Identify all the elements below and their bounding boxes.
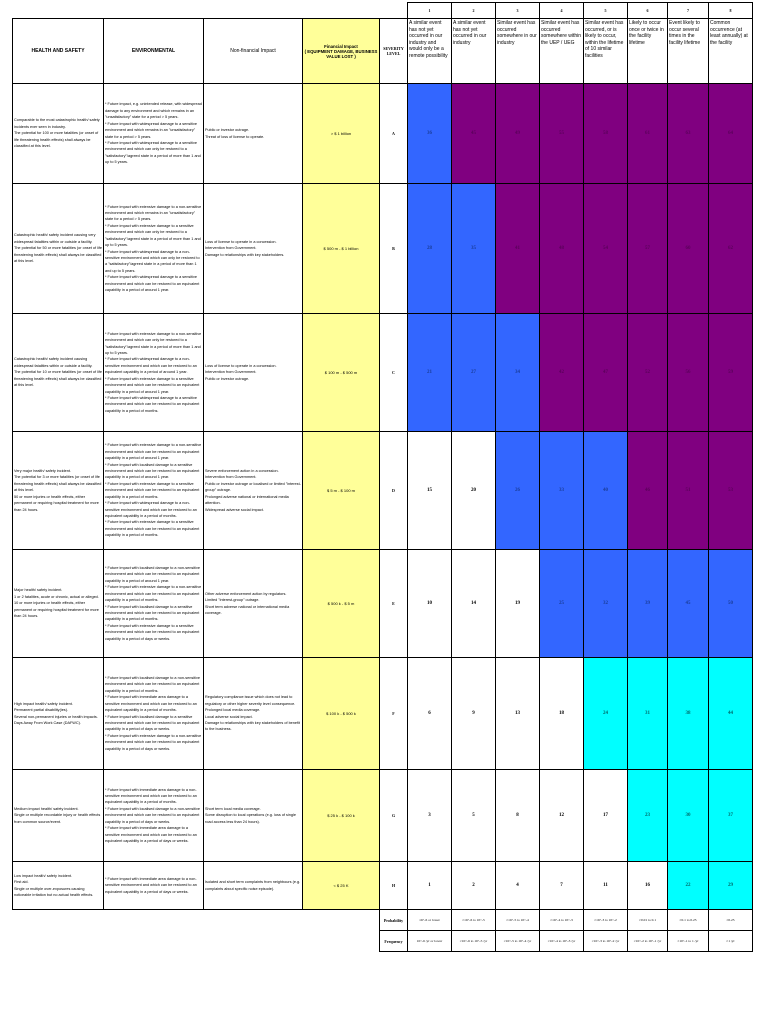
risk-score-cell: 38 <box>668 658 709 770</box>
likelihood-number: 6 <box>628 3 668 19</box>
frequency-range: ≥10^-2 to 10^-1 /yr <box>628 931 668 952</box>
empty-cell <box>204 910 303 931</box>
environmental-header: ENVIRONMENTAL <box>104 19 204 84</box>
risk-score-cell: 59 <box>709 314 753 432</box>
likelihood-number: 8 <box>709 3 753 19</box>
likelihood-description: Likely to occur once or twice in the facility lifetime <box>628 19 668 84</box>
risk-score-cell: 15 <box>408 432 452 550</box>
frequency-range: ≥10^-4 to 10^-3 /yr <box>540 931 584 952</box>
severity-row-g <box>13 770 753 862</box>
empty-cell <box>13 910 104 931</box>
environmental-description: * Future impact with immediate area damage to a non-sensitive environment and which can be restored to an equivalent capability in a period of months. * Future impact with localised damage to a non-sensitive environment and which can be restored to an equivalent capability in a period of days or weeks. * Future impact with immediate area damage to a sensitive environment and which can be restored to an equivalent capability in a period of days or weeks. <box>104 770 204 862</box>
risk-score-cell: 13 <box>496 658 540 770</box>
empty-cell <box>204 3 303 19</box>
likelihood-description: A similar event has not yet occurred in our industry and would only be a remote possibility <box>408 19 452 84</box>
health-safety-description: Major health/ safety incident. 1 or 2 fatalities, acute or chronic, actual or alleged. 10 or more injuries or health effects, either permanent or requiring hospital treatment for more than 24 hours. <box>13 550 104 658</box>
environmental-description: * Future impact with immediate area damage to a non-sensitive environment and which can be restored to an equivalent capability in a period of days or weeks. <box>104 862 204 910</box>
frequency-range: ≥10^-6 to 10^-5 /yr <box>452 931 496 952</box>
severity-row-h <box>13 862 753 910</box>
likelihood-description: A similar event has not yet occurred in our industry <box>452 19 496 84</box>
risk-score-cell: 57 <box>628 184 668 314</box>
empty-cell <box>303 931 380 952</box>
risk-score-cell: 30 <box>668 770 709 862</box>
financial-impact-value: $ 25 k - $ 100 k <box>303 770 380 862</box>
financial-impact-value: $ 500 k - $ 5 m <box>303 550 380 658</box>
health-safety-header: HEALTH AND SAFETY <box>13 19 104 84</box>
risk-matrix <box>12 2 753 952</box>
probability-range: ≥0.1 to 0.25 <box>668 910 709 931</box>
risk-score-cell: 23 <box>628 770 668 862</box>
risk-score-cell: 2 <box>452 862 496 910</box>
severity-level: G <box>380 770 408 862</box>
risk-score-cell: 12 <box>540 770 584 862</box>
risk-score-cell: 31 <box>628 658 668 770</box>
probability-label: Probability <box>380 910 408 931</box>
empty-cell <box>204 931 303 952</box>
empty-cell <box>303 910 380 931</box>
frequency-label: Frequency <box>380 931 408 952</box>
risk-score-cell: 14 <box>452 550 496 658</box>
severity-row-c <box>13 314 753 432</box>
risk-score-cell: 16 <box>628 862 668 910</box>
risk-score-cell: 18 <box>540 658 584 770</box>
severity-level: D <box>380 432 408 550</box>
financial-impact-value: $ 5 m - $ 100 m <box>303 432 380 550</box>
financial-impact-value: < $ 25 K <box>303 862 380 910</box>
severity-row-d <box>13 432 753 550</box>
frequency-row <box>13 931 753 952</box>
financial-impact-value: $ 100 k - $ 500 k <box>303 658 380 770</box>
risk-score-cell: 33 <box>540 432 584 550</box>
risk-score-cell: 4 <box>496 862 540 910</box>
likelihood-description: Similar event has occurred somewhere within the UEP / UEG <box>540 19 584 84</box>
risk-score-cell: 39 <box>628 550 668 658</box>
health-safety-description: Catastrophic health/ safety incident causing very widespread fatalities within or outside a facility. The potential for 50 or more fatalities (or onset of life threatening health effects) shall always be classified at this level. <box>13 184 104 314</box>
nonfinancial-description: Loss of license to operate in a concession. Intervention from Government. Public or investor outrage. <box>204 314 303 432</box>
frequency-range: ≥10^-3 to 10^-2 /yr <box>584 931 628 952</box>
likelihood-description: Similar event has occurred, or is likely to occur, within the lifetime of 10 similar facilities <box>584 19 628 84</box>
header-row <box>13 19 753 84</box>
likelihood-number: 4 <box>540 3 584 19</box>
risk-score-cell: 24 <box>584 658 628 770</box>
empty-cell <box>380 3 408 19</box>
probability-range: ≥10^-3 to 10^-2 <box>584 910 628 931</box>
risk-score-cell: 49 <box>496 84 540 184</box>
risk-score-cell: 42 <box>540 314 584 432</box>
risk-score-cell: 5 <box>452 770 496 862</box>
risk-score-cell: 19 <box>496 550 540 658</box>
risk-score-cell: 29 <box>709 862 753 910</box>
frequency-range: ≥10^-1 to 1 /yr <box>668 931 709 952</box>
risk-score-cell: 11 <box>584 862 628 910</box>
risk-score-cell: 47 <box>584 314 628 432</box>
risk-score-cell: 62 <box>709 184 753 314</box>
empty-cell <box>104 931 204 952</box>
risk-score-cell: 7 <box>540 862 584 910</box>
nonfinancial-description: Regulatory compliance issue which does not lead to regulatory or other higher severity level consequence. Prolonged local media coverage. Local adverse social impact. Damage to relationships with key stakeholders of benefit to the business. <box>204 658 303 770</box>
health-safety-description: Very major health/ safety incident. The potential for 3 or more fatalities (or onset of life threatening health effects) shall always be classified at this level. 50 or more injuries or health effects, either permanent or requiring hospital treatment for more than 24 hours. <box>13 432 104 550</box>
risk-score-cell: 17 <box>584 770 628 862</box>
risk-score-cell: 64 <box>709 84 753 184</box>
risk-score-cell: 48 <box>540 184 584 314</box>
risk-score-cell: 51 <box>668 432 709 550</box>
health-safety-description: Catastrophic health/ safety incident causing widespread fatalities within or outside a facility. The potential for 10 or more fatalities (or onset of life threatening health effects) shall always be classified at this level. <box>13 314 104 432</box>
health-safety-description: Comparable to the most catastrophic health/ safety incidents ever seen in industry. The potential for 100 or more fatalities (or onset of life threatening health effects) shall always be classified at this level. <box>13 84 104 184</box>
risk-score-cell: 36 <box>408 84 452 184</box>
risk-score-cell: 55 <box>540 84 584 184</box>
probability-range: ≥10^-4 to 10^-3 <box>540 910 584 931</box>
health-safety-description: High impact health/ safety incident. Permanent partial disability(ies). Several non-permanent injuries or health impacts. Days Away From Work Case (DAFWC). <box>13 658 104 770</box>
frequency-range: ≥1 /yr <box>709 931 753 952</box>
nonfinancial-header: Non-financial Impact <box>204 19 303 84</box>
risk-score-cell: 41 <box>496 184 540 314</box>
risk-score-cell: 3 <box>408 770 452 862</box>
severity-row-b <box>13 184 753 314</box>
health-safety-description: Low impact health/ safety incident. First aid. Single or multiple over-exposures causing noticeable irritation but no actual health effects. <box>13 862 104 910</box>
likelihood-number: 7 <box>668 3 709 19</box>
financial-impact-header: Financial Impact ( EQUIPMENT DAMAGE, BUSINESS VALUE LOST ) <box>303 19 380 84</box>
environmental-description: * Future impact with extensive damage to a non-sensitive environment and which can be restored to an equivalent capability in a period of around 1 year. * Future impact with localised damage to a sensitive environment and which can be restored to an equivalent capability in a period of around 1 year. * Future impact with extensive damage to a sensitive environment and which can be restored to an equivalent capability in a period of months. * Future impact with widespread damage to a non-sensitive environment and which can be restored to an equivalent capability in a period of months. * Future impact with extensive damage to a sensitive environment and which can be restored to an equivalent capability in a period of months. <box>104 432 204 550</box>
risk-score-cell: 1 <box>408 862 452 910</box>
nonfinancial-description: Severe enforcement action in a concession. Intervention from Government. Public or investor outrage or localised or limited "interest-group" outrage. Prolonged adverse national or international media attention. Widespread adverse social impact. <box>204 432 303 550</box>
environmental-description: * Future impact with localised damage to a non-sensitive environment and which can be restored to an equivalent capability in a period of around 1 year. * Future impact with extensive damage to a non-sensitive environment and which can be restored to an equivalent capability in a period of months. * Future impact with localised damage to a sensitive environment and which can be restored to an equivalent capability in a period of months. * Future impact with extensive damage to a sensitive environment and which can be restored to an equivalent capability in a period of days or weeks. <box>104 550 204 658</box>
nonfinancial-description: Loss of license to operate in a concession. Intervention from Government. Damage to relationships with key stakeholders. <box>204 184 303 314</box>
risk-score-cell: 50 <box>709 550 753 658</box>
likelihood-number: 2 <box>452 3 496 19</box>
risk-score-cell: 54 <box>584 184 628 314</box>
nonfinancial-description: Other adverse enforcement action by regulators. Limited "interest-group" outrage. Short term adverse national or international media coverage. <box>204 550 303 658</box>
risk-score-cell: 56 <box>668 314 709 432</box>
probability-range: ≥0.01 to 0.1 <box>628 910 668 931</box>
likelihood-number: 5 <box>584 3 628 19</box>
severity-row-a <box>13 84 753 184</box>
likelihood-description: Event likely to occur several times in the facility lifetime <box>668 19 709 84</box>
empty-cell <box>104 910 204 931</box>
probability-range: 10^-6 or lower <box>408 910 452 931</box>
risk-score-cell: 32 <box>584 550 628 658</box>
environmental-description: * Future impact with localised damage to a non-sensitive environment and which can be restored to an equivalent capability in a period of months. * Future impact with immediate area damage to a sensitive environment and which can be restored to an equivalent capability in a period of months. * Future impact with localised damage to a sensitive environment and which can be restored to an equivalent capability in a period of days or weeks. * Future impact with extensive damage to a non-sensitive environment and which can be restored to an equivalent capability in a period of days or weeks. <box>104 658 204 770</box>
severity-row-e <box>13 550 753 658</box>
risk-score-cell: 20 <box>452 432 496 550</box>
likelihood-number-row <box>13 3 753 19</box>
severity-row-f <box>13 658 753 770</box>
severity-level: B <box>380 184 408 314</box>
risk-score-cell: 26 <box>496 432 540 550</box>
financial-impact-value: > $ 1 billion <box>303 84 380 184</box>
risk-score-cell: 46 <box>628 432 668 550</box>
environmental-description: * Future impact with extensive damage to a non-sensitive environment and which can only be restored to a "satisfactory"/agreed state in a period of more than 1 and up to 5 years. * Future impact with widespread damage to a non-sensitive environment and which can be restored to an equivalent capability in a period of around 1 year. * Future impact with extensive damage to a sensitive environment and which can be restored to an equivalent capability in a period of around 1 year. * Future impact with widespread damage to a sensitive environment and which can be restored to an equivalent capability in a period of months. <box>104 314 204 432</box>
severity-level: E <box>380 550 408 658</box>
empty-cell <box>104 3 204 19</box>
severity-level: A <box>380 84 408 184</box>
probability-range: ≥10^-5 to 10^-4 <box>496 910 540 931</box>
severity-level: C <box>380 314 408 432</box>
risk-score-cell: 58 <box>584 84 628 184</box>
likelihood-number: 3 <box>496 3 540 19</box>
risk-score-cell: 28 <box>408 184 452 314</box>
risk-matrix-table <box>12 2 753 952</box>
risk-score-cell: 27 <box>452 314 496 432</box>
nonfinancial-description: Public or investor outrage. Threat of loss of license to operate. <box>204 84 303 184</box>
environmental-description: * Future impact, e.g. unintended release, with widespread damage to any environment and which remains in an "unsatisfactory" state for a period > 5 years. * Future impact with widespread damage to a sensitive environment and which remains in an "unsatisfactory" state for a period > 5 years. * Future impact with widespread damage to a sensitive environment and which can only be restored to a "satisfactory"/agreed state in a period of more than 1 and up to 5 years. <box>104 84 204 184</box>
severity-level: H <box>380 862 408 910</box>
frequency-range: ≥10^-5 to 10^-4 /yr <box>496 931 540 952</box>
risk-score-cell: 61 <box>628 84 668 184</box>
empty-cell <box>13 931 104 952</box>
risk-score-cell: 63 <box>668 84 709 184</box>
risk-score-cell: 45 <box>668 550 709 658</box>
empty-cell <box>303 3 380 19</box>
risk-score-cell: 35 <box>452 184 496 314</box>
nonfinancial-description: Short term local media coverage. Some disruption to local operations (e.g. loss of single road access less than 24 hours). <box>204 770 303 862</box>
risk-score-cell: 22 <box>668 862 709 910</box>
financial-impact-value: $ 500 m - $ 1 billion <box>303 184 380 314</box>
probability-range: ≥0.25 <box>709 910 753 931</box>
environmental-description: * Future impact with extensive damage to a non-sensitive environment and which remains in an "unsatisfactory" state for a period > 5 years. * Future impact with extensive damage to a sensitive environment and which can only be restored to a "satisfactory"/agreed state in a period of more than 1 and up to 5 years. * Future impact with widespread damage to a non-sensitive environment and which can only be restored to a "satisfactory"/agreed state in a period of more than 1 and up to 5 years. * Future impact with widespread damage to a sensitive environment and which can be restored to an equivalent capability in a period of around 1 year. <box>104 184 204 314</box>
frequency-range: 10^-6 /yr or lower <box>408 931 452 952</box>
risk-score-cell: 45 <box>452 84 496 184</box>
risk-score-cell: 60 <box>668 184 709 314</box>
risk-score-cell: 9 <box>452 658 496 770</box>
empty-cell <box>13 3 104 19</box>
risk-score-cell: 40 <box>584 432 628 550</box>
risk-score-cell: 52 <box>628 314 668 432</box>
risk-score-cell: 21 <box>408 314 452 432</box>
risk-score-cell: 53 <box>709 432 753 550</box>
severity-level-header: SEVERITY LEVEL <box>380 19 408 84</box>
risk-score-cell: 8 <box>496 770 540 862</box>
risk-score-cell: 37 <box>709 770 753 862</box>
nonfinancial-description: Isolated and short term complaints from neighbours (e.g. complaints about specific noise episode). <box>204 862 303 910</box>
health-safety-description: Medium impact health/ safety incident. Single or multiple recordable injury or health effects from common source/event. <box>13 770 104 862</box>
risk-score-cell: 34 <box>496 314 540 432</box>
risk-score-cell: 10 <box>408 550 452 658</box>
probability-range: ≥10^-6 to 10^-5 <box>452 910 496 931</box>
financial-impact-value: $ 100 m - $ 500 m <box>303 314 380 432</box>
risk-score-cell: 25 <box>540 550 584 658</box>
likelihood-description: Similar event has occurred somewhere in our industry <box>496 19 540 84</box>
likelihood-description: Common occurrence (at least annually) at the facility <box>709 19 753 84</box>
risk-score-cell: 6 <box>408 658 452 770</box>
risk-score-cell: 44 <box>709 658 753 770</box>
likelihood-number: 1 <box>408 3 452 19</box>
severity-level: F <box>380 658 408 770</box>
probability-row <box>13 910 753 931</box>
